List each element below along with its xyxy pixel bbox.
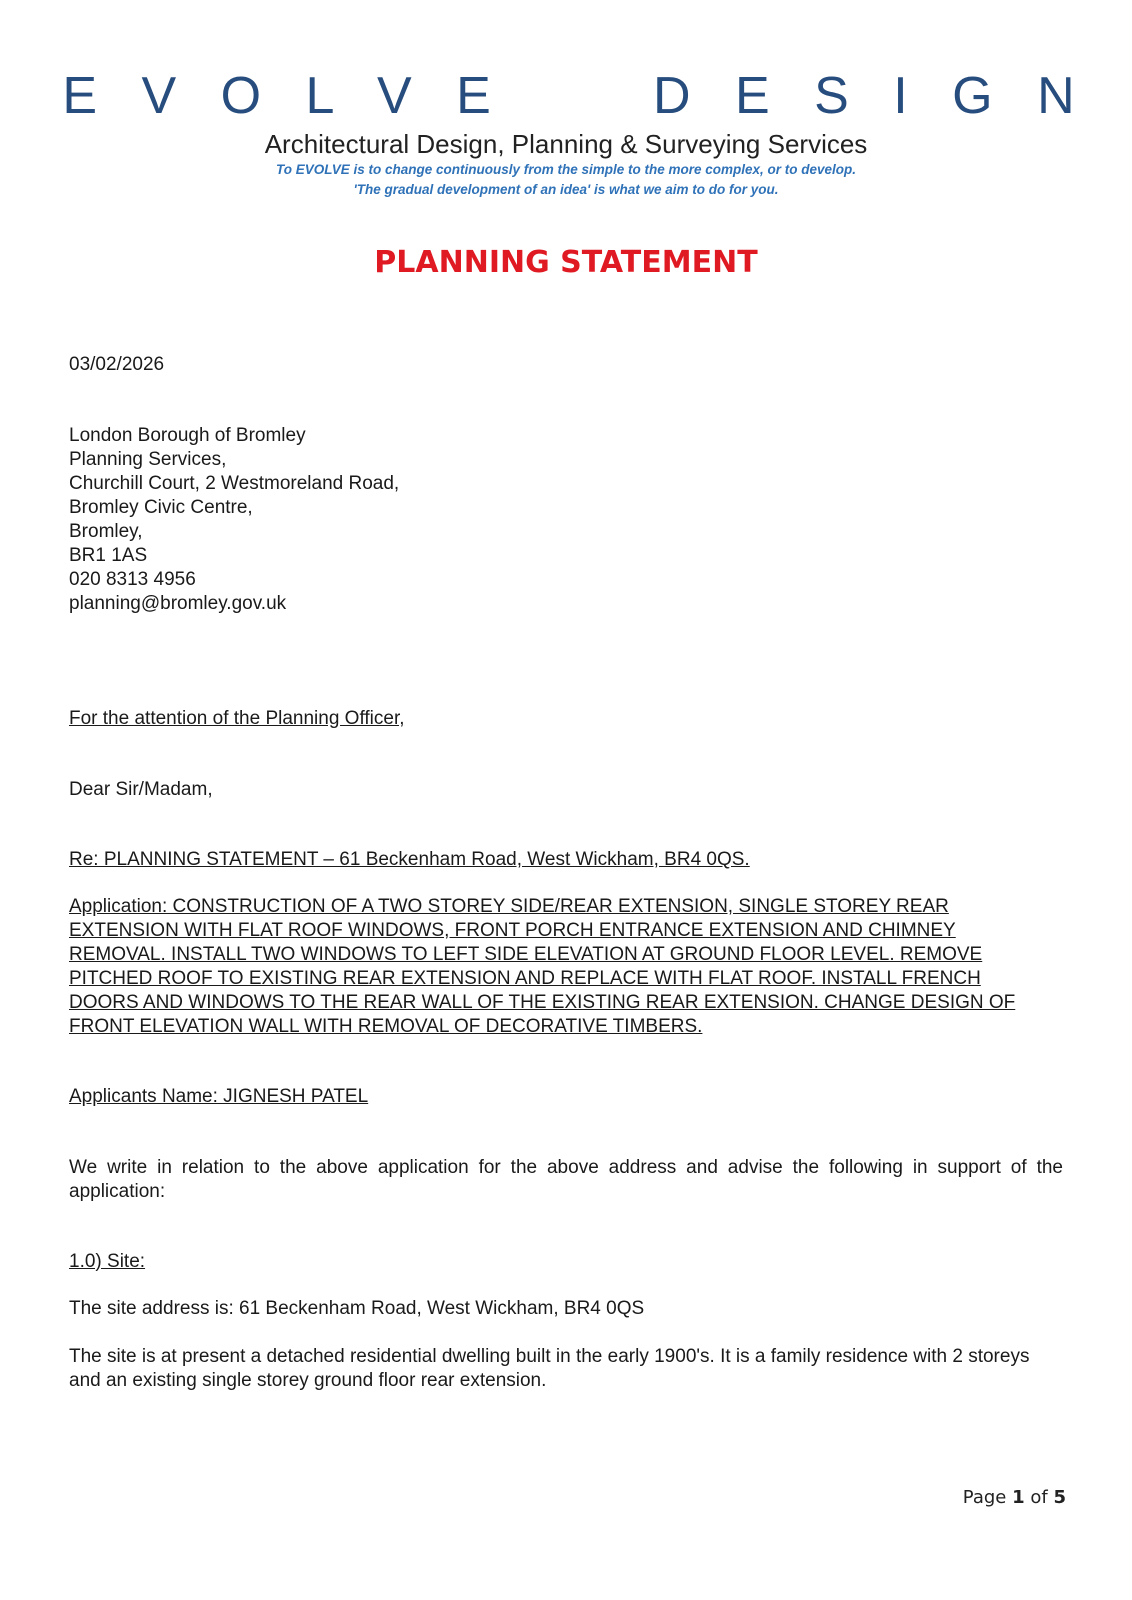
page-number (963, 1487, 1066, 1508)
recipient-address (69, 424, 1064, 616)
application-description: Application: CONSTRUCTION OF A TWO STOREY SIDE/REAR EXTENSION, SINGLE STOREY REAR EXTENSION WITH FLAT ROOF WINDOWS, FRONT PORCH ENTRANCE EXTENSION AND CHIMNEY REMOVAL. INSTALL TWO WINDOWS TO LEFT SIDE ELEVATION AT GROUND FLOOR LEVEL. REMOVE PITCHED ROOF TO EXISTING REAR EXTENSION AND REPLACE WITH FLAT ROOF. INSTALL FRENCH DOORS AND WINDOWS TO THE REAR WALL OF THE EXISTING REAR EXTENSION. CHANGE DESIGN OF FRONT ELEVATION WALL WITH REMOVAL OF DECORATIVE TIMBERS. (69, 896, 1016, 1037)
document-title: PLANNING STATEMENT (374, 245, 758, 280)
intro-paragraph: We write in relation to the above application for the above address and advise the following in support of the application: (69, 1157, 1063, 1202)
recipient-email: planning@bromley.gov.uk (69, 593, 287, 614)
of-word: of (1030, 1487, 1048, 1508)
recipient-line: London Borough of Bromley (69, 425, 306, 446)
recipient-line: Bromley, (69, 521, 143, 542)
tagline-line-1: To EVOLVE is to change continuously from the simple to the more complex, or to develop. (275, 162, 857, 177)
recipient-line: Churchill Court, 2 Westmoreland Road, (69, 473, 400, 494)
applicant-name: Applicants Name: JIGNESH PATEL (69, 1086, 369, 1107)
site-address: The site address is: 61 Beckenham Road, West Wickham, BR4 0QS (69, 1298, 645, 1319)
site-description: The site is at present a detached residential dwelling built in the early 1900's. It is a family residence with 2 storeys and an existing single storey ground floor rear extension. (69, 1346, 1030, 1391)
letterhead (0, 66, 1132, 200)
recipient-phone: 020 8313 4956 (69, 569, 196, 590)
recipient-line: Planning Services, (69, 449, 227, 470)
brand-name: E V O L V E D E S I G N (62, 67, 1090, 125)
section-heading-site: 1.0) Site: (69, 1251, 146, 1272)
attention-line: For the attention of the Planning Officer, (69, 708, 405, 729)
letter-date: 03/02/2026 (69, 354, 165, 375)
recipient-line: Bromley Civic Centre, (69, 497, 253, 518)
page-total: 5 (1053, 1487, 1066, 1508)
tagline-line-2: 'The gradual development of an idea' is what we aim to do for you. (353, 182, 779, 197)
brand-subtitle: Architectural Design, Planning & Surveying Services (264, 129, 868, 159)
salutation: Dear Sir/Madam, (69, 779, 213, 800)
re-line: Re: PLANNING STATEMENT – 61 Beckenham Road, West Wickham, BR4 0QS. (69, 849, 750, 870)
page-word: Page (962, 1487, 1007, 1508)
recipient-line: BR1 1AS (69, 545, 148, 566)
page-current: 1 (1012, 1487, 1025, 1508)
